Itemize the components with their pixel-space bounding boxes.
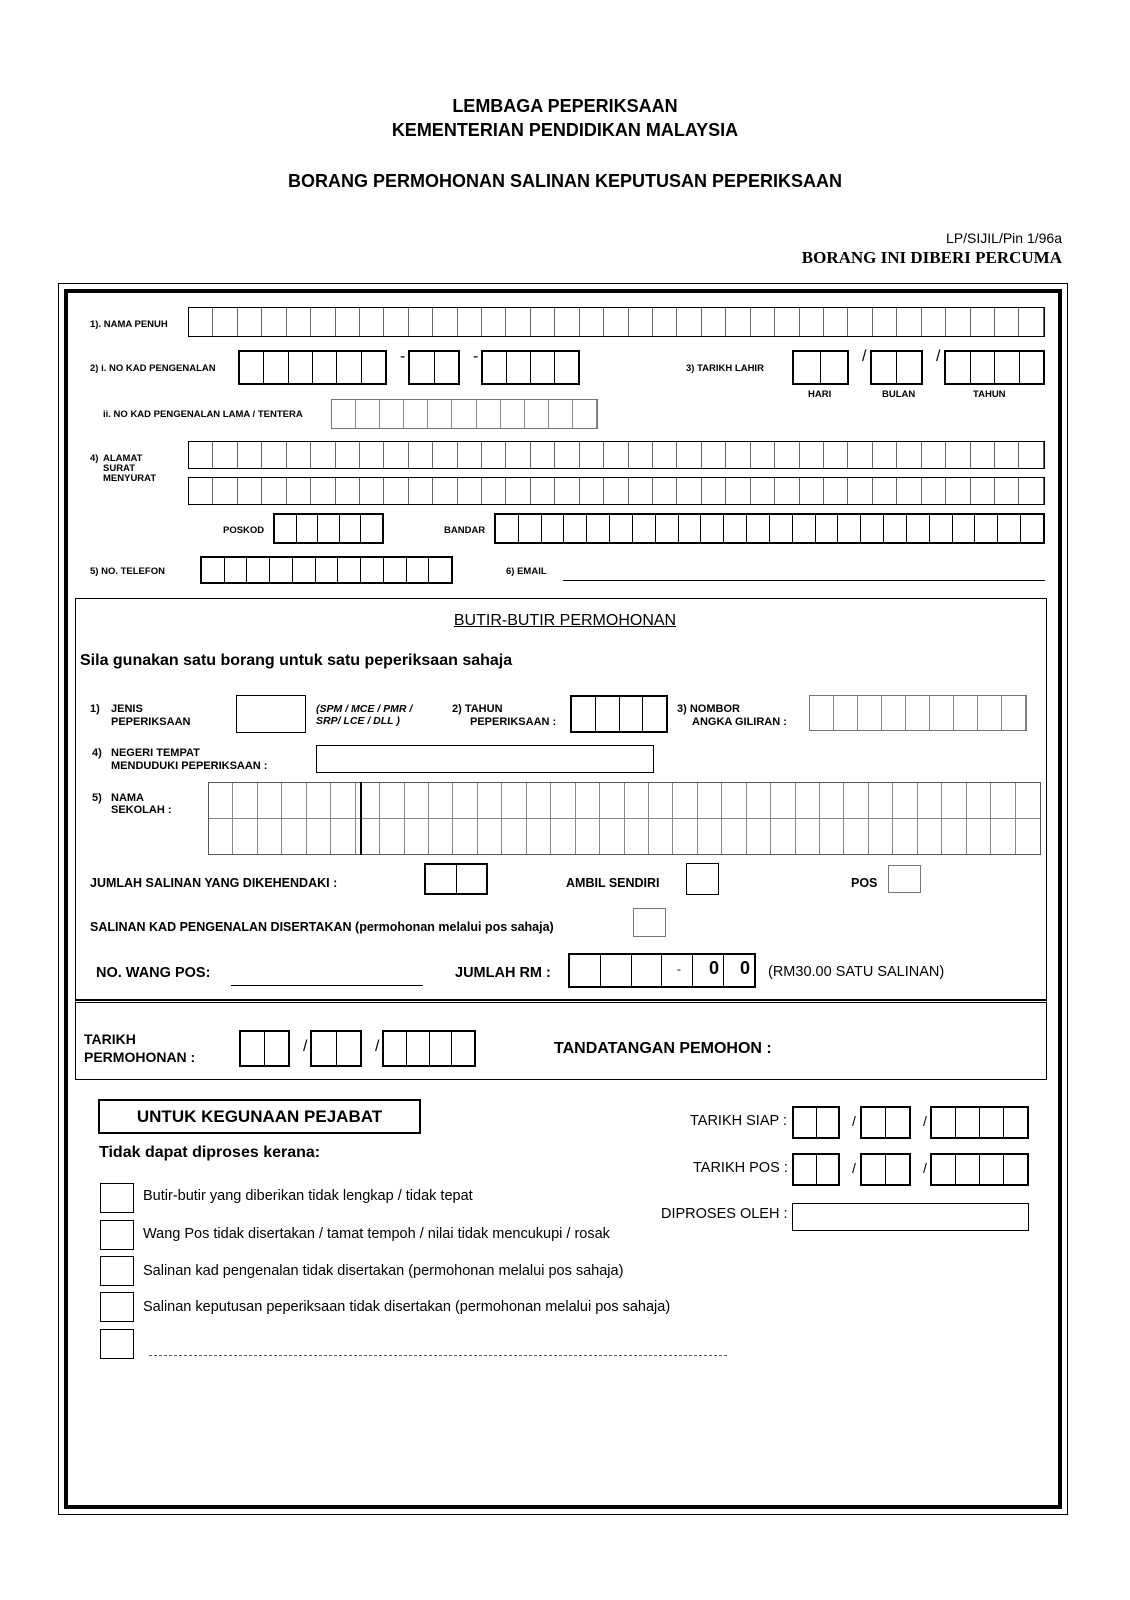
- reason-checkbox-5[interactable]: [100, 1329, 134, 1359]
- reason-checkbox-3[interactable]: [100, 1256, 134, 1286]
- bandar-label: BANDAR: [444, 525, 486, 536]
- diproses-oleh-input[interactable]: [792, 1203, 1029, 1231]
- no-kp-label: 2) i. NO KAD PENGENALAN: [90, 363, 216, 374]
- tarikh-permohonan-month[interactable]: [310, 1030, 362, 1067]
- no-kp-lama-input[interactable]: [331, 399, 598, 429]
- tarikh-permohonan-label-1: TARIKH: [84, 1031, 136, 1047]
- tarikh-siap-year[interactable]: [930, 1106, 1029, 1139]
- hari-label: HARI: [808, 389, 832, 400]
- reason-heading: Tidak dapat diproses kerana:: [99, 1144, 321, 1161]
- nombor-label-1: 3) NOMBOR: [677, 703, 740, 715]
- jumlah-salinan-label: JUMLAH SALINAN YANG DIKEHENDAKI :: [90, 876, 338, 890]
- reason-text-4: Salinan keputusan peperiksaan tidak disertakan (permohonan melalui pos sahaja): [143, 1299, 671, 1315]
- alamat-num: 4): [90, 453, 99, 464]
- pos-label: POS: [851, 876, 878, 890]
- salinan-kp-label: SALINAN KAD PENGENALAN DISERTAKAN (permohonan melalui pos sahaja): [90, 920, 554, 934]
- alamat-label-2: SURAT: [103, 463, 136, 474]
- jenis-label-2: PEPERIKSAAN: [111, 716, 191, 728]
- email-input[interactable]: [563, 580, 1045, 581]
- telefon-label: 5) NO. TELEFON: [90, 566, 165, 577]
- negeri-label-2: MENDUDUKI PEPERIKSAAN :: [111, 760, 268, 772]
- alamat-line-2-input[interactable]: [188, 477, 1045, 505]
- rm-cents-1: 0: [709, 958, 720, 978]
- rm-dash: -: [677, 962, 681, 976]
- tarikh-permohonan-slash-1: /: [303, 1038, 308, 1055]
- ambil-sendiri-checkbox[interactable]: [686, 863, 719, 895]
- tarikh-pos-label: TARIKH POS :: [693, 1160, 788, 1176]
- reason-text-1: Butir-butir yang diberikan tidak lengkap / tidak tepat: [143, 1188, 473, 1204]
- dob-slash-2: /: [936, 348, 941, 365]
- wang-pos-input[interactable]: [231, 985, 423, 986]
- jenis-input[interactable]: [236, 695, 306, 733]
- tarikh-pos-month[interactable]: [860, 1153, 911, 1186]
- sekolah-input[interactable]: [208, 782, 1041, 855]
- free-notice: BORANG INI DIBERI PERCUMA: [801, 248, 1062, 267]
- alamat-label-3: MENYURAT: [103, 473, 157, 484]
- sekolah-label-1: NAMA: [111, 792, 144, 804]
- tandatangan-label: TANDATANGAN PEMOHON :: [554, 1040, 772, 1057]
- tarikh-siap-slash-2: /: [923, 1113, 927, 1129]
- no-kp-part2[interactable]: [408, 350, 460, 385]
- tahun-label-1: 2) TAHUN: [452, 703, 503, 715]
- email-label: 6) EMAIL: [506, 566, 547, 577]
- nama-penuh-label: 1). NAMA PENUH: [90, 319, 168, 330]
- pos-checkbox[interactable]: [888, 865, 921, 893]
- dob-year-input[interactable]: [944, 350, 1045, 385]
- tarikh-siap-month[interactable]: [860, 1106, 911, 1139]
- poskod-input[interactable]: [273, 513, 384, 544]
- rm-cents-2: 0: [740, 958, 751, 978]
- jenis-hint-2: SRP/ LCE / DLL ): [316, 715, 400, 727]
- tarikh-siap-label: TARIKH SIAP :: [690, 1113, 787, 1129]
- tarikh-pos-day[interactable]: [792, 1153, 840, 1186]
- telefon-input[interactable]: [200, 556, 453, 584]
- office-use-title: UNTUK KEGUNAAN PEJABAT: [98, 1099, 421, 1134]
- nama-penuh-input[interactable]: [188, 307, 1045, 337]
- jumlah-rm-input[interactable]: [568, 953, 756, 988]
- dob-day-input[interactable]: [792, 350, 849, 385]
- ambil-sendiri-label: AMBIL SENDIRI: [566, 876, 660, 890]
- negeri-num: 4): [92, 747, 102, 759]
- ministry-name: KEMENTERIAN PENDIDIKAN MALAYSIA: [391, 120, 739, 140]
- tarikh-permohonan-slash-2: /: [375, 1038, 380, 1055]
- angka-giliran-input[interactable]: [809, 695, 1027, 731]
- diproses-oleh-label: DIPROSES OLEH :: [661, 1206, 788, 1222]
- tarikh-pos-slash-1: /: [852, 1160, 856, 1176]
- reason-text-2: Wang Pos tidak disertakan / tamat tempoh / nilai tidak mencukupi / rosak: [143, 1226, 610, 1242]
- tarikh-pos-year[interactable]: [930, 1153, 1029, 1186]
- tahun-input[interactable]: [570, 695, 668, 733]
- negeri-input[interactable]: [316, 745, 654, 773]
- rm-note: (RM30.00 SATU SALINAN): [768, 964, 945, 980]
- application-heading: BUTIR-BUTIR PERMOHONAN: [453, 612, 677, 629]
- no-kp-part3[interactable]: [481, 350, 580, 385]
- alamat-line-1-input[interactable]: [188, 441, 1045, 469]
- tarikh-permohonan-year[interactable]: [382, 1030, 476, 1067]
- tahun-label-2: PEPERIKSAAN :: [470, 716, 557, 728]
- tarikh-siap-day[interactable]: [792, 1106, 840, 1139]
- jenis-hint-1: (SPM / MCE / PMR /: [316, 703, 413, 715]
- bulan-label: BULAN: [882, 389, 916, 400]
- no-kp-lama-label: ii. NO KAD PENGENALAN LAMA / TENTERA: [103, 409, 303, 420]
- reason-text-3: Salinan kad pengenalan tidak disertakan (permohonan melalui pos sahaja): [143, 1263, 624, 1279]
- jenis-num: 1): [90, 703, 100, 715]
- negeri-label-1: NEGERI TEMPAT: [111, 747, 200, 759]
- tarikh-permohonan-day[interactable]: [239, 1030, 290, 1067]
- nombor-label-2: ANGKA GILIRAN :: [692, 716, 787, 728]
- reason-other-line[interactable]: [149, 1355, 727, 1356]
- application-instruction: Sila gunakan satu borang untuk satu peperiksaan sahaja: [80, 652, 513, 669]
- reason-checkbox-2[interactable]: [100, 1220, 134, 1250]
- sekolah-num: 5): [92, 792, 102, 804]
- dob-slash-1: /: [862, 348, 867, 365]
- dob-month-input[interactable]: [870, 350, 923, 385]
- jumlah-salinan-input[interactable]: [424, 863, 488, 895]
- no-kp-dash-2: -: [473, 348, 479, 365]
- reason-checkbox-4[interactable]: [100, 1292, 134, 1322]
- no-kp-dash-1: -: [400, 348, 406, 365]
- jumlah-rm-label: JUMLAH RM :: [455, 965, 551, 981]
- tarikh-siap-slash-1: /: [852, 1113, 856, 1129]
- no-kp-part1[interactable]: [238, 350, 387, 385]
- tahun-label: TAHUN: [973, 389, 1006, 400]
- tarikh-lahir-label: 3) TARIKH LAHIR: [686, 363, 764, 374]
- sekolah-label-2: SEKOLAH :: [111, 804, 172, 816]
- alamat-label-1: ALAMAT: [103, 453, 143, 464]
- sekolah-divider: [360, 782, 362, 855]
- agency-name: LEMBAGA PEPERIKSAAN: [452, 96, 678, 116]
- jenis-label-1: JENIS: [111, 703, 143, 715]
- tarikh-permohonan-label-2: PERMOHONAN :: [84, 1049, 196, 1065]
- poskod-label: POSKOD: [223, 525, 265, 536]
- form-code: LP/SIJIL/Pin 1/96a: [946, 230, 1062, 246]
- bandar-input[interactable]: [494, 513, 1045, 544]
- tarikh-pos-slash-2: /: [923, 1160, 927, 1176]
- salinan-kp-checkbox[interactable]: [633, 908, 666, 937]
- reason-checkbox-1[interactable]: [100, 1183, 134, 1213]
- form-title: BORANG PERMOHONAN SALINAN KEPUTUSAN PEPERIKSAAN: [287, 171, 843, 191]
- wang-pos-label: NO. WANG POS:: [96, 965, 211, 981]
